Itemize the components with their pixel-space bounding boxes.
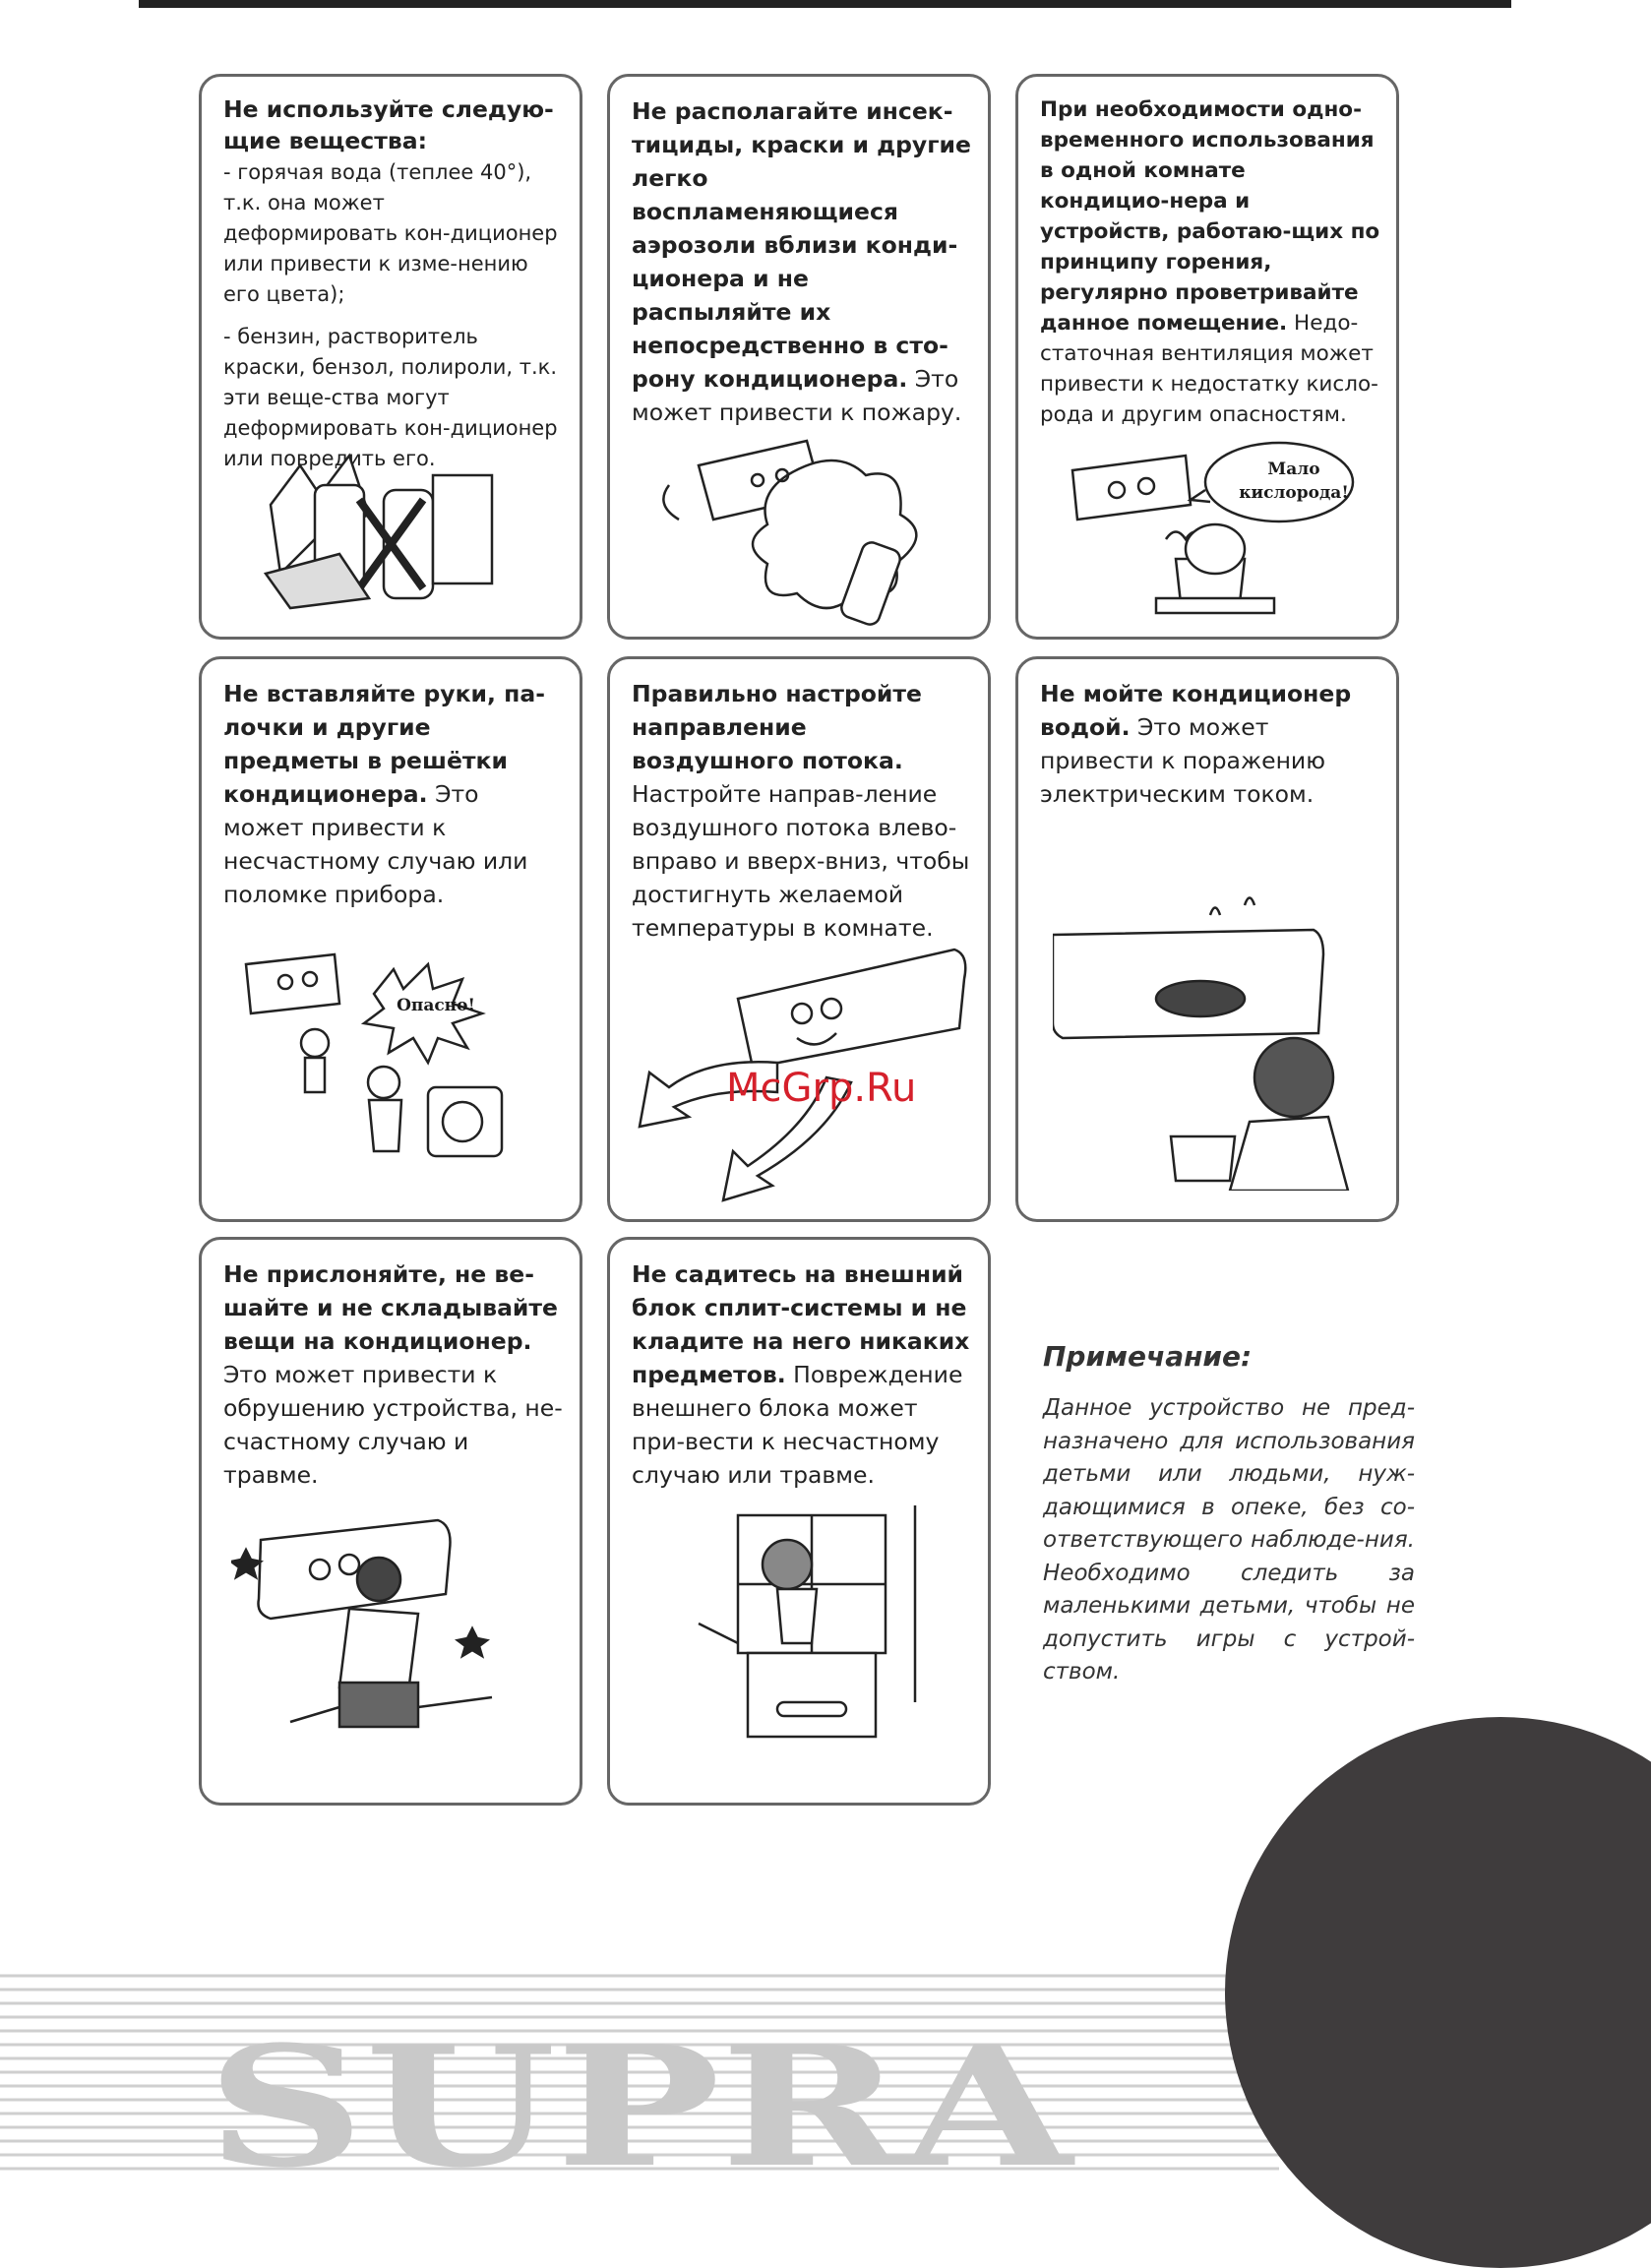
card-no-chemicals [199, 74, 582, 640]
card-bold-text: Не мойте кондиционер водой. [1040, 680, 1352, 741]
card-text [223, 1257, 564, 1492]
card-text [223, 677, 564, 911]
danger-illustration [226, 945, 551, 1171]
card-bold-text: Не вставляйте руки, па-лочки и другие предметы в решётки кондиционера. [223, 680, 545, 808]
card-body-text: Повреждение внешнего блока может при-вести к несчастному случаю или травме. [632, 1361, 963, 1489]
note-title: Примечание: [1043, 1340, 1253, 1373]
card-no-aerosols [607, 74, 991, 640]
card-bold-text: Не используйте следую-щие вещества: [223, 95, 554, 154]
washing-illustration [1053, 895, 1377, 1191]
watermark: McGrp.Ru [726, 1066, 917, 1111]
card-bold-text: Не располагайте инсек-тициды, краски и другие легко воспламеняющиеся аэрозоли вблизи конди-ционера и не распыляйте их непосредственно в сто-рону кондиционера. [632, 97, 971, 393]
card-body-text: Это может привести к несчастному случаю или поломке прибора. [223, 780, 528, 908]
speech-bubble-text: Опасно! [397, 996, 475, 1015]
top-rule [139, 0, 1511, 8]
card-body-text: Это может привести к поражению электрическим током. [1040, 713, 1325, 808]
card-text [223, 94, 564, 474]
chemicals-illustration [261, 446, 507, 613]
card-bold-text: Правильно настройте направление воздушного потока. [632, 680, 922, 774]
card-ventilate [1015, 74, 1399, 640]
sitting-on-unit-illustration [679, 1505, 964, 1781]
card-no-leaning [199, 1237, 582, 1806]
speech-bubble-text: Мало кислорода! [1239, 460, 1349, 503]
card-no-sitting [607, 1237, 991, 1806]
card-paragraph [632, 677, 972, 945]
card-bold-text: При необходимости одно-временного использования в одной комнате кондицио-нера и устройств, работаю-щих по принципу горения, регулярно проветривайте данное помещение. [1040, 97, 1380, 336]
note-section [1043, 1340, 1415, 1689]
card-no-hands [199, 656, 582, 1222]
supra-logo [207, 2027, 1092, 2175]
card-text [632, 94, 972, 429]
card-paragraph [632, 1257, 972, 1492]
card-paragraph [223, 677, 564, 911]
card-text [1040, 677, 1380, 811]
card-bold-text: Не садитесь на внешний блок сплит-системы и не кладите на него никаких предметов. [632, 1260, 970, 1388]
card-paragraph [223, 94, 564, 157]
card-paragraph [1040, 94, 1380, 430]
card-paragraph [223, 157, 564, 310]
card-body-text: - горячая вода (теплее 40°), т.к. она может деформировать кон-диционер или привести к изме-нению его цвета); [223, 160, 558, 306]
card-text [1040, 94, 1380, 430]
card-body-text: - бензин, растворитель краски, бензол, полироли, т.к. эти веще-ства могут деформировать кон-диционер или повредить его. [223, 325, 558, 470]
card-body-text: Недо-статочная вентиляция может привести к недостатку кисло-рода и другим опасностям. [1040, 311, 1378, 427]
corner-decoration [1225, 1717, 1651, 2268]
card-body-text: Это может привести к пожару. [632, 365, 962, 426]
card-text [632, 677, 972, 945]
card-no-water [1015, 656, 1399, 1222]
card-body-text: Настройте направ-ление воздушного потока влево-вправо и вверх-вниз, чтобы достигнуть желаемой температуры в комнате. [632, 780, 970, 942]
card-paragraph [632, 94, 972, 429]
aerosol-illustration [649, 426, 964, 633]
card-paragraph [223, 1257, 564, 1492]
card-body-text: Это может привести к обрушению устройства, не-счастному случаю и травме. [223, 1361, 563, 1489]
card-airflow [607, 656, 991, 1222]
falling-unit-illustration [231, 1481, 556, 1786]
svg-text:SUPRA: SUPRA [207, 2027, 1076, 2175]
card-paragraph [1040, 677, 1380, 811]
card-bold-text: Не прислоняйте, не ве-шайте и не складывайте вещи на кондиционер. [223, 1260, 558, 1355]
note-body: Данное устройство не пред-назначено для использования детьми или людьми, нуж-дающимися в опеке, без со-ответствующего наблюде-ния. Необходимо следить за маленькими детьми, чтобы не допустить игры с устрой-ством. [1043, 1395, 1415, 1685]
card-text [632, 1257, 972, 1492]
